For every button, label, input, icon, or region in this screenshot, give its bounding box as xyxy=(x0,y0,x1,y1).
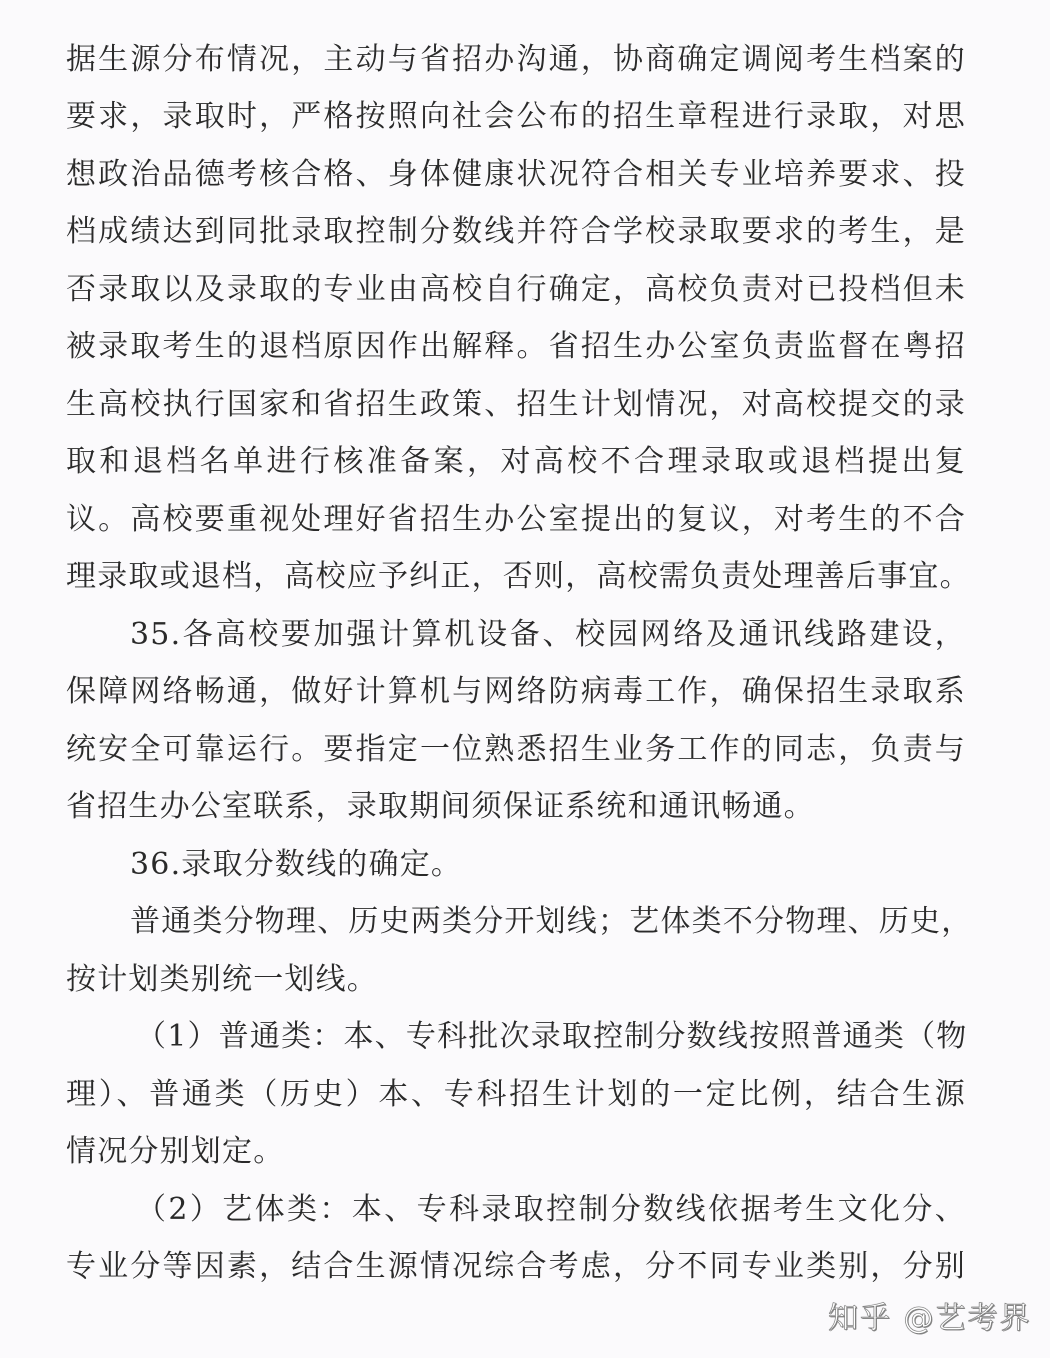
text-line: 按计划类别统一划线。 xyxy=(66,962,378,997)
text-line: 生高校执行国家和省招生政策、招生计划情况，对高校提交的录 xyxy=(66,387,966,422)
text-line: 省招生办公室联系，录取期间须保证系统和通讯畅通。 xyxy=(66,789,815,824)
item-35-first-line: 35.各高校要加强计算机设备、校园网络及通讯线路建设， xyxy=(130,617,966,652)
text-line: 专业分等因素，结合生源情况综合考虑，分不同专业类别，分别 xyxy=(66,1249,966,1284)
text-line: 议。高校要重视处理好省招生办公室提出的复议，对考生的不合 xyxy=(66,502,966,537)
text-line: 档成绩达到同批录取控制分数线并符合学校录取要求的考生，是 xyxy=(66,214,966,249)
text-line: 想政治品德考核合格、身体健康状况符合相关专业培养要求、投 xyxy=(66,157,966,192)
text-line: 理录取或退档，高校应予纠正，否则，高校需负责处理善后事宜。 xyxy=(66,559,971,594)
text-line: 理）、普通类（历史）本、专科招生计划的一定比例，结合生源 xyxy=(66,1077,966,1112)
text-line: 普通类分物理、历史两类分开划线；艺体类不分物理、历史， xyxy=(130,904,973,939)
subitem-1-first-line: （1）普通类：本、专科批次录取控制分数线按照普通类（物 xyxy=(136,1019,968,1054)
text-line: 取和退档名单进行核准备案，对高校不合理录取或退档提出复 xyxy=(66,444,966,479)
zhihu-watermark: 知乎 @艺考界 xyxy=(828,1301,1032,1336)
text-line: 要求，录取时，严格按照向社会公布的招生章程进行录取，对思 xyxy=(66,99,966,134)
text-line: 据生源分布情况，主动与省招办沟通，协商确定调阅考生档案的 xyxy=(66,42,966,77)
text-line: 否录取以及录取的专业由高校自行确定，高校负责对已投档但未 xyxy=(66,272,966,307)
text-line: 情况分别划定。 xyxy=(66,1134,285,1169)
text-line: 被录取考生的退档原因作出解释。省招生办公室负责监督在粤招 xyxy=(66,329,966,364)
item-36-heading: 36.录取分数线的确定。 xyxy=(130,847,463,882)
text-line: 统安全可靠运行。要指定一位熟悉招生业务工作的同志，负责与 xyxy=(66,732,966,767)
text-line: 保障网络畅通，做好计算机与网络防病毒工作，确保招生录取系 xyxy=(66,674,966,709)
subitem-2-first-line: （2）艺体类：本、专科录取控制分数线依据考生文化分、 xyxy=(136,1192,966,1227)
